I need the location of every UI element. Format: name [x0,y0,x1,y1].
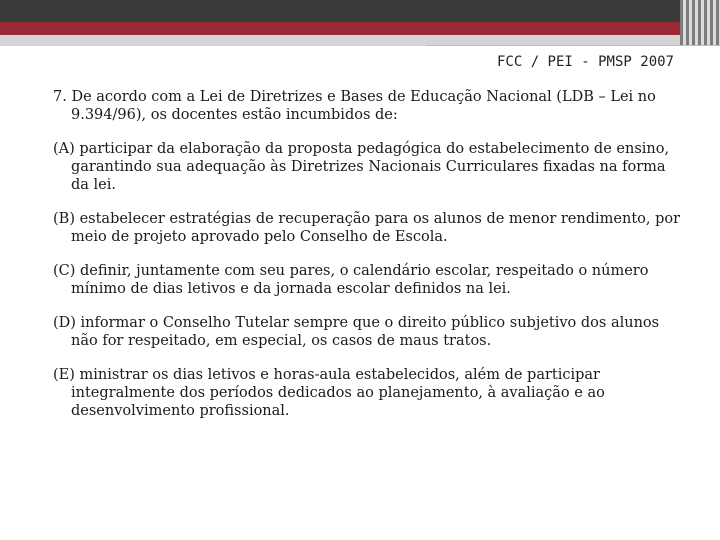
option-e: (E) ministrar os dias letivos e horas-aula estabelecidos, além de participar integralmente dos períodos dedicados ao planejamento, à avaliação e ao desenvolvimento profissional. [53,367,605,419]
option-b: (B) estabelecer estratégias de recuperação para os alunos de menor rendimento, por meio de projeto aprovado pelo Conselho de Escola. [53,211,681,245]
option-a: (A) participar da elaboração da proposta pedagógica do estabelecimento de ensino, garantindo sua adequação às Diretrizes Nacionais Curriculares fixadas na forma da lei. [53,141,670,193]
slide-header: FCC / PEI - PMSP 2007 [496,54,674,70]
header-divider [426,45,720,46]
option-d: (D) informar o Conselho Tutelar sempre que o direito público subjetivo dos alunos não for respeitado, em especial, os casos de maus tratos. [53,315,660,349]
slide-top-bar [0,0,720,22]
question-body [53,88,683,420]
decorative-stripes [680,0,720,46]
question-stem: 7. De acordo com a Lei de Diretrizes e Bases de Educação Nacional (LDB – Lei no 9.394/96), os docentes estão incumbidos de: [53,89,656,123]
slide-accent-bar [0,22,720,35]
option-c: (C) definir, juntamente com seu pares, o calendário escolar, respeitado o número mínimo de dias letivos e da jornada escolar definidos na lei. [53,263,649,297]
